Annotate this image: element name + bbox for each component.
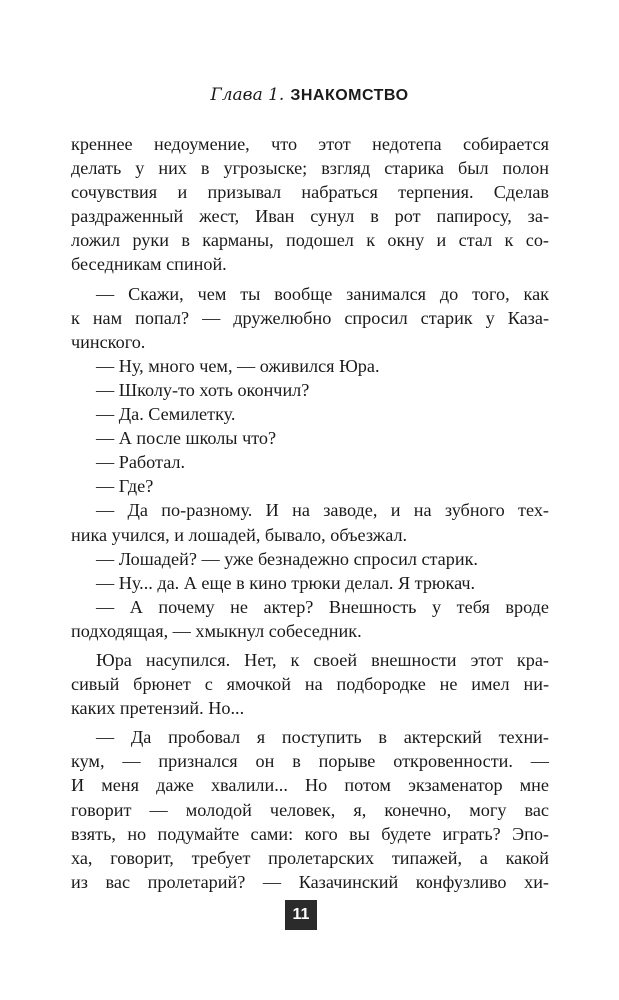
text-line: — Да пробовал я поступить в актерский техни- xyxy=(96,727,549,748)
text-line: каких претензий. Но... xyxy=(71,698,245,719)
text-line: — Скажи, чем ты вообще занимался до того, как xyxy=(96,283,549,304)
chapter-title: ЗНАКОМСТВО xyxy=(290,87,409,104)
text-line: ника учился, и лошадей, бывало, объезжал. xyxy=(71,524,408,545)
text-line: чинского. xyxy=(71,331,146,352)
text-line: раздраженный жест, Иван сунул в рот папиросу, за- xyxy=(71,206,549,227)
text-line: И меня даже хвалили... Но потом экзаменатор мне xyxy=(71,775,549,796)
text-line: беседникам спиной. xyxy=(71,254,227,275)
text-line: ха, говорит, требует пролетарских типажей, а какой xyxy=(71,847,549,868)
text-line: — А после школы что? xyxy=(96,428,277,449)
text-line: подходящая, — хмыкнул собеседник. xyxy=(71,620,362,641)
text-line: сочувствия и призывал набраться терпения. Сделав xyxy=(71,182,549,203)
text-line: — Ну, много чем, — оживился Юра. xyxy=(96,355,380,376)
text-line: к нам попал? — дружелюбно спросил старик у Каза- xyxy=(71,307,549,328)
text-line: кум, — признался он в порыве откровенности. — xyxy=(71,751,549,772)
text-line: — Где? xyxy=(96,476,154,497)
text-line: ложил руки в карманы, подошел к окну и стал к со- xyxy=(71,230,549,251)
text-line: Юра насупился. Нет, к своей внешности этот кра- xyxy=(96,649,549,670)
text-line: взять, но подумайте сами: кого вы будете играть? Эпо- xyxy=(71,823,549,844)
text-line: — Школу-то хоть окончил? xyxy=(96,379,310,400)
text-line: из вас пролетарий? — Казачинский конфузливо хи- xyxy=(71,871,549,892)
text-line: — Лошадей? — уже безнадежно спросил старик. xyxy=(96,548,478,569)
text-line: — Да. Семилетку. xyxy=(96,404,236,425)
text-line: — Ну... да. А еще в кино трюки делал. Я трюкач. xyxy=(96,572,476,593)
chapter-label: Глава 1. xyxy=(210,85,285,105)
text-line: — Да по-разному. И на заводе, и на зубного тех- xyxy=(96,500,549,521)
text-line: креннее недоумение, что этот недотепа собирается xyxy=(71,134,549,154)
running-header xyxy=(0,84,619,107)
text-line: делать у них в угрозыске; взгляд старика был полон xyxy=(71,158,549,179)
page-number: 11 xyxy=(285,900,317,930)
text-line: — Работал. xyxy=(96,452,186,473)
text-line: говорит — молодой человек, я, конечно, могу вас xyxy=(71,799,549,820)
body-text xyxy=(71,132,549,894)
text-line: сивый брюнет с ямочкой на подбородке не имел ни- xyxy=(71,674,549,695)
text-line: — А почему не актер? Внешность у тебя вроде xyxy=(96,596,549,617)
